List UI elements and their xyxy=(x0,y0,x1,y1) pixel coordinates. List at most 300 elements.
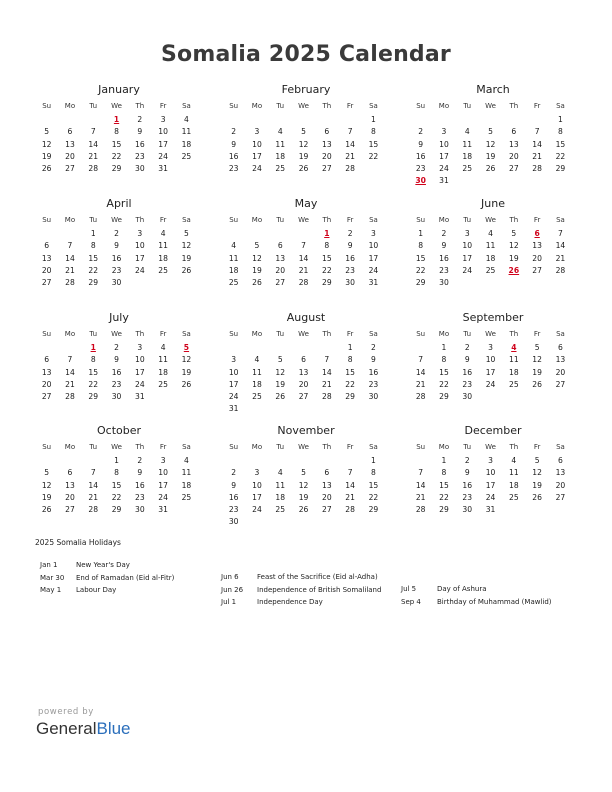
weekday-label: We xyxy=(485,102,496,110)
day: 12 xyxy=(485,139,496,149)
month-june xyxy=(409,197,577,289)
day: 21 xyxy=(65,379,75,389)
day: 22 xyxy=(88,265,99,275)
day: 6 xyxy=(324,468,330,478)
empty-day xyxy=(245,114,268,126)
day: 9 xyxy=(371,355,376,365)
day: 19 xyxy=(485,151,496,161)
day: 7 xyxy=(347,127,353,137)
day: 28 xyxy=(345,504,355,514)
month-grid xyxy=(222,214,390,289)
day: 3 xyxy=(160,456,166,466)
month-grid xyxy=(35,328,203,403)
month-august xyxy=(222,311,390,415)
day: 11 xyxy=(158,355,168,365)
weekday-label: Tu xyxy=(276,443,285,451)
day: 23 xyxy=(345,265,355,275)
weekday-label: Su xyxy=(416,102,426,110)
day: 18 xyxy=(275,151,286,161)
empty-day xyxy=(222,342,245,354)
day: 12 xyxy=(275,367,286,377)
day: 2 xyxy=(137,456,143,466)
month-name: April xyxy=(106,197,132,210)
weekday-label: Su xyxy=(416,443,426,451)
empty-day xyxy=(82,114,105,126)
day: 24 xyxy=(485,379,496,389)
day: 17 xyxy=(252,151,262,161)
day: 4 xyxy=(464,127,470,137)
day: 12 xyxy=(181,241,192,251)
month-grid xyxy=(222,328,390,415)
empty-day xyxy=(35,114,58,126)
day: 15 xyxy=(88,367,99,377)
day: 20 xyxy=(509,151,519,161)
weekday-label: Tu xyxy=(89,330,98,338)
month-name: July xyxy=(109,311,129,324)
day: 11 xyxy=(275,480,286,490)
day: 14 xyxy=(65,367,75,377)
day: 14 xyxy=(415,367,426,377)
day: 13 xyxy=(275,253,286,263)
day: 8 xyxy=(324,241,330,251)
day: 3 xyxy=(160,115,166,125)
day: 16 xyxy=(111,253,122,263)
month-grid xyxy=(35,214,203,289)
day: 9 xyxy=(114,241,119,251)
day: 23 xyxy=(462,379,473,389)
day: 8 xyxy=(347,355,353,365)
month-grid xyxy=(222,100,390,175)
day: 5 xyxy=(301,468,306,478)
weekday-label: Fr xyxy=(159,443,167,451)
weekday-label: Sa xyxy=(182,102,191,110)
day: 5 xyxy=(184,229,189,239)
weekday-label: Th xyxy=(322,216,332,224)
day: 15 xyxy=(322,253,332,263)
day: 9 xyxy=(137,127,143,137)
day: 15 xyxy=(368,139,379,149)
day: 6 xyxy=(67,468,73,478)
day: 12 xyxy=(298,480,309,490)
day: 3 xyxy=(137,229,143,239)
month-february xyxy=(222,83,390,175)
day: 29 xyxy=(415,277,426,287)
month-name: February xyxy=(281,83,331,96)
weekday-label: Tu xyxy=(89,443,98,451)
holiday-date: Sep 4 xyxy=(401,597,421,606)
day: 23 xyxy=(135,151,145,161)
day: 14 xyxy=(555,241,566,251)
day: 19 xyxy=(252,265,262,275)
day: 17 xyxy=(158,139,168,149)
holiday-date: Mar 30 xyxy=(40,573,65,582)
day: 28 xyxy=(555,265,566,275)
day: 6 xyxy=(301,355,306,365)
month-grid xyxy=(409,328,577,403)
weekday-label: We xyxy=(111,443,122,451)
day: 2 xyxy=(231,468,237,478)
day: 29 xyxy=(111,163,122,173)
day: 1 xyxy=(371,115,376,125)
day: 28 xyxy=(322,391,332,401)
day: 10 xyxy=(439,139,449,149)
weekday-label: We xyxy=(111,330,122,338)
day: 6 xyxy=(277,241,283,251)
day: 24 xyxy=(158,151,168,161)
day: 23 xyxy=(415,163,426,173)
holiday-name: Independence of British Somaliland xyxy=(257,585,382,594)
empty-day xyxy=(292,228,315,240)
day: 4 xyxy=(511,456,517,466)
day: 20 xyxy=(555,480,566,490)
holiday-name: Birthday of Muhammad (Mawlid) xyxy=(437,597,552,606)
month-november xyxy=(222,424,390,528)
day: 14 xyxy=(88,480,99,490)
day: 7 xyxy=(324,355,330,365)
day: 28 xyxy=(88,504,99,514)
day: 15 xyxy=(111,139,122,149)
empty-day xyxy=(432,114,455,126)
day: 24 xyxy=(228,391,239,401)
day: 4 xyxy=(277,127,283,137)
day: 16 xyxy=(111,367,122,377)
day: 29 xyxy=(439,504,449,514)
day: 2 xyxy=(114,343,119,353)
day: 27 xyxy=(322,163,332,173)
day: 7 xyxy=(90,127,96,137)
day: 12 xyxy=(41,480,52,490)
day: 14 xyxy=(532,139,542,149)
weekday-label: We xyxy=(298,102,309,110)
day: 12 xyxy=(532,468,542,478)
day: 19 xyxy=(275,379,286,389)
day: 15 xyxy=(345,367,355,377)
day: 14 xyxy=(298,253,309,263)
day: 27 xyxy=(65,163,75,173)
day: 16 xyxy=(462,480,473,490)
weekday-label: Sa xyxy=(182,443,191,451)
weekday-label: Mo xyxy=(251,216,263,224)
day: 1 xyxy=(371,456,376,466)
weekday-label: Su xyxy=(416,216,426,224)
day: 24 xyxy=(462,265,473,275)
day: 11 xyxy=(228,253,239,263)
day: 5 xyxy=(301,127,306,137)
empty-day xyxy=(479,114,502,126)
day: 27 xyxy=(555,379,566,389)
day: 21 xyxy=(555,253,566,263)
day: 11 xyxy=(181,468,192,478)
weekday-label: Sa xyxy=(182,216,191,224)
day: 21 xyxy=(298,265,309,275)
weekday-label: Mo xyxy=(438,216,450,224)
day: 26 xyxy=(275,391,286,401)
day: 13 xyxy=(322,480,332,490)
weekday-label: Tu xyxy=(89,102,98,110)
day: 12 xyxy=(298,139,309,149)
day: 11 xyxy=(462,139,473,149)
day: 25 xyxy=(509,379,519,389)
day: 15 xyxy=(88,253,99,263)
day: 16 xyxy=(439,253,449,263)
month-july xyxy=(35,311,203,403)
weekday-label: Th xyxy=(509,216,519,224)
weekday-label: Sa xyxy=(369,102,378,110)
day: 14 xyxy=(65,253,75,263)
month-december xyxy=(409,424,577,516)
day: 28 xyxy=(298,277,309,287)
day: 12 xyxy=(41,139,52,149)
weekday-label: Mo xyxy=(251,102,263,110)
weekday-label: Su xyxy=(416,330,426,338)
empty-day xyxy=(58,342,81,354)
holiday-day: 1 xyxy=(324,229,330,239)
day: 30 xyxy=(462,504,473,514)
day: 5 xyxy=(534,343,540,353)
weekday-label: Mo xyxy=(64,443,76,451)
empty-day xyxy=(222,228,245,240)
month-october xyxy=(35,424,203,516)
day: 26 xyxy=(298,504,309,514)
empty-day xyxy=(222,114,245,126)
day: 22 xyxy=(322,265,332,275)
day: 28 xyxy=(65,391,75,401)
day: 11 xyxy=(252,367,262,377)
weekday-label: Su xyxy=(229,443,239,451)
day: 7 xyxy=(67,241,73,251)
day: 19 xyxy=(181,367,192,377)
day: 27 xyxy=(322,504,332,514)
day: 6 xyxy=(44,241,50,251)
empty-day xyxy=(409,455,432,467)
day: 18 xyxy=(252,379,262,389)
day: 18 xyxy=(509,367,519,377)
day: 22 xyxy=(111,492,122,502)
day: 11 xyxy=(181,127,192,137)
day: 25 xyxy=(485,265,496,275)
day: 6 xyxy=(558,456,563,466)
weekday-label: Fr xyxy=(533,102,541,110)
weekday-label: We xyxy=(485,443,496,451)
day: 12 xyxy=(181,355,192,365)
day: 2 xyxy=(137,115,143,125)
holiday-entry xyxy=(40,584,174,597)
weekday-label: Tu xyxy=(89,216,98,224)
day: 8 xyxy=(441,355,447,365)
day: 24 xyxy=(485,492,496,502)
day: 12 xyxy=(532,355,542,365)
day: 10 xyxy=(252,480,262,490)
weekday-label: Mo xyxy=(251,330,263,338)
weekday-label: Fr xyxy=(159,330,167,338)
day: 7 xyxy=(90,468,96,478)
weekday-label: Tu xyxy=(276,216,285,224)
day: 19 xyxy=(298,492,309,502)
day: 8 xyxy=(418,241,424,251)
day: 18 xyxy=(485,253,496,263)
day: 10 xyxy=(252,139,262,149)
day: 25 xyxy=(275,163,286,173)
day: 14 xyxy=(345,139,355,149)
day: 22 xyxy=(415,265,426,275)
day: 13 xyxy=(298,367,309,377)
day: 20 xyxy=(65,151,75,161)
day: 2 xyxy=(464,456,470,466)
holiday-date: May 1 xyxy=(40,586,62,594)
day: 25 xyxy=(275,504,286,514)
day: 25 xyxy=(181,151,192,161)
day: 26 xyxy=(252,277,262,287)
day: 29 xyxy=(439,391,449,401)
day: 10 xyxy=(368,241,379,251)
day: 6 xyxy=(558,343,563,353)
empty-day xyxy=(456,114,479,126)
day: 6 xyxy=(67,127,73,137)
day: 12 xyxy=(509,241,519,251)
day: 14 xyxy=(345,480,355,490)
day: 5 xyxy=(44,127,50,137)
day: 22 xyxy=(555,151,566,161)
day: 18 xyxy=(275,492,286,502)
day: 18 xyxy=(509,480,519,490)
day: 15 xyxy=(555,139,566,149)
brand-general: General xyxy=(36,719,97,738)
day: 25 xyxy=(252,391,262,401)
day: 10 xyxy=(485,355,496,365)
month-name: January xyxy=(98,83,140,96)
day: 12 xyxy=(252,253,262,263)
day: 3 xyxy=(441,127,447,137)
day: 5 xyxy=(277,355,283,365)
day: 30 xyxy=(135,163,145,173)
day: 17 xyxy=(485,480,496,490)
day: 2 xyxy=(418,127,424,137)
day: 10 xyxy=(135,355,145,365)
day: 9 xyxy=(231,139,237,149)
day: 9 xyxy=(347,241,353,251)
day: 8 xyxy=(90,241,96,251)
weekday-label: Fr xyxy=(533,330,541,338)
weekday-label: We xyxy=(111,216,122,224)
weekday-label: Th xyxy=(135,216,145,224)
month-name: October xyxy=(96,424,142,437)
day: 27 xyxy=(41,277,52,287)
day: 21 xyxy=(65,265,75,275)
weekday-label: Tu xyxy=(463,216,472,224)
weekday-label: Fr xyxy=(159,102,167,110)
day: 27 xyxy=(275,277,286,287)
day: 21 xyxy=(345,492,355,502)
day: 5 xyxy=(44,468,50,478)
weekday-label: Th xyxy=(509,102,519,110)
weekday-label: Su xyxy=(42,216,52,224)
weekday-label: Tu xyxy=(463,330,472,338)
day: 5 xyxy=(534,456,540,466)
weekday-label: Th xyxy=(509,443,519,451)
holiday-name: End of Ramadan (Eid al-Fitr) xyxy=(76,573,175,582)
day: 10 xyxy=(158,127,168,137)
day: 6 xyxy=(511,127,517,137)
weekday-label: Fr xyxy=(346,102,354,110)
day: 8 xyxy=(371,468,376,478)
day: 14 xyxy=(415,480,426,490)
empty-day xyxy=(292,114,315,126)
month-name: March xyxy=(476,83,510,96)
day: 21 xyxy=(415,492,426,502)
weekday-label: Mo xyxy=(438,330,450,338)
empty-day xyxy=(82,455,105,467)
day: 7 xyxy=(347,468,353,478)
day: 20 xyxy=(532,253,542,263)
day: 21 xyxy=(345,151,355,161)
weekday-label: Su xyxy=(229,330,239,338)
day: 24 xyxy=(252,163,262,173)
day: 3 xyxy=(137,343,143,353)
day: 25 xyxy=(158,265,168,275)
weekday-label: Mo xyxy=(64,330,76,338)
day: 3 xyxy=(254,127,260,137)
generalblue-logo[interactable] xyxy=(36,719,131,739)
day: 5 xyxy=(254,241,260,251)
day: 14 xyxy=(88,139,99,149)
month-name: December xyxy=(464,424,522,437)
day: 9 xyxy=(464,468,470,478)
day: 27 xyxy=(41,391,52,401)
day: 1 xyxy=(114,456,119,466)
holiday-entry xyxy=(221,571,381,584)
weekday-label: Fr xyxy=(533,443,541,451)
day: 4 xyxy=(231,241,237,251)
day: 9 xyxy=(114,355,119,365)
holiday-entry xyxy=(221,596,381,609)
day: 16 xyxy=(415,151,426,161)
day: 25 xyxy=(509,492,519,502)
day: 30 xyxy=(439,277,449,287)
empty-day xyxy=(292,342,315,354)
empty-day xyxy=(58,114,81,126)
day: 15 xyxy=(415,253,426,263)
weekday-label: Tu xyxy=(463,443,472,451)
empty-day xyxy=(269,114,292,126)
weekday-label: Su xyxy=(42,102,52,110)
day: 16 xyxy=(228,151,239,161)
day: 20 xyxy=(322,492,332,502)
day: 24 xyxy=(252,504,262,514)
weekday-label: Sa xyxy=(369,216,378,224)
day: 19 xyxy=(41,492,52,502)
weekday-label: Fr xyxy=(159,216,167,224)
weekday-label: Fr xyxy=(346,330,354,338)
day: 23 xyxy=(228,504,239,514)
month-january xyxy=(35,83,203,175)
page-title: Somalia 2025 Calendar xyxy=(161,42,451,67)
day: 7 xyxy=(418,468,424,478)
day: 7 xyxy=(67,355,73,365)
day: 30 xyxy=(368,391,379,401)
weekday-label: Mo xyxy=(438,102,450,110)
day: 3 xyxy=(231,355,237,365)
day: 2 xyxy=(441,229,447,239)
day: 13 xyxy=(41,367,52,377)
day: 22 xyxy=(111,151,122,161)
day: 27 xyxy=(65,504,75,514)
day: 4 xyxy=(184,115,189,125)
day: 8 xyxy=(114,127,119,137)
day: 8 xyxy=(558,127,563,137)
day: 18 xyxy=(158,253,168,263)
holidays-column-2 xyxy=(221,571,381,609)
day: 10 xyxy=(462,241,473,251)
